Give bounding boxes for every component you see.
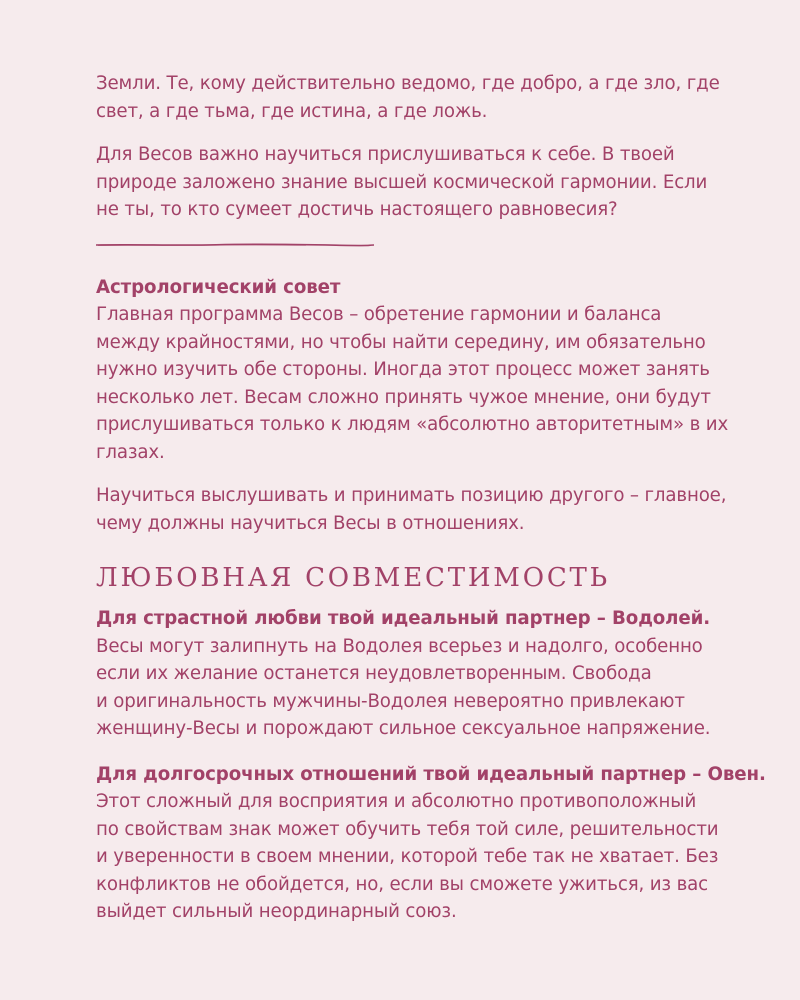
longterm-block [96, 761, 766, 926]
text-line: Главная программа Весов – обретение гармонии и баланса [96, 304, 662, 325]
passion-block [96, 605, 736, 743]
text-line: и уверенности в своем мнении, которой тебе так не хватает. Без [96, 846, 719, 867]
text-line: Весы могут залипнуть на Водолея всерьез и надолго, особенно [96, 635, 703, 657]
decorative-divider [96, 242, 374, 248]
text-line: глазах. [96, 441, 165, 463]
text-line: не ты, то кто сумеет достичь настоящего равновесия? [96, 199, 618, 220]
text-line: Земли. Те, кому действительно ведомо, где добро, а где зло, где [96, 73, 720, 94]
longterm-lead: Для долгосрочных отношений твой идеальный партнер – Овен. [96, 763, 766, 785]
text-line: Научиться выслушивать и принимать позицию другого – главное, [96, 485, 727, 506]
text-line: по свойствам знак может обучить тебя той силе, решительности [96, 818, 719, 840]
text-line: Для Весов важно научиться прислушиваться к себе. В твоей [96, 144, 675, 165]
text-line: если их желание останется неудовлетворенным. Свобода [96, 663, 652, 684]
text-line: и оригинальность мужчины-Водолея невероятно привлекают [96, 690, 685, 712]
text-line: Этот сложный для восприятия и абсолютно противоположный [96, 791, 697, 812]
text-line: несколько лет. Весам сложно принять чужое мнение, они будут [96, 386, 711, 408]
text-line: прислушиваться только к людям «абсолютно авторитетным» в их [96, 414, 729, 435]
compatibility-title: ЛЮБОВНАЯ СОВМЕСТИМОСТЬ [96, 563, 610, 593]
text-line: конфликтов не обойдется, но, если вы сможете ужиться, из вас [96, 873, 708, 895]
intro-paragraph-1 [96, 70, 736, 125]
intro-paragraph-2 [96, 141, 736, 224]
text-line: женщину-Весы и порождают сильное сексуальное напряжение. [96, 718, 711, 739]
text-line: свет, а где тьма, где истина, а где ложь. [96, 100, 488, 122]
text-line: нужно изучить обе стороны. Иногда этот процесс может занять [96, 359, 710, 380]
passion-lead: Для страстной любви твой идеальный партнер – Водолей. [96, 608, 711, 629]
advice-paragraph-2 [96, 482, 736, 537]
page-content [96, 70, 766, 944]
text-line: между крайностями, но чтобы найти середину, им обязательно [96, 331, 706, 353]
advice-paragraph-1 [96, 301, 736, 466]
text-line: выйдет сильный неординарный союз. [96, 901, 457, 922]
text-line: чему должны научиться Весы в отношениях. [96, 512, 525, 534]
text-line: природе заложено знание высшей космической гармонии. Если [96, 171, 708, 193]
advice-heading: Астрологический совет [96, 276, 341, 298]
